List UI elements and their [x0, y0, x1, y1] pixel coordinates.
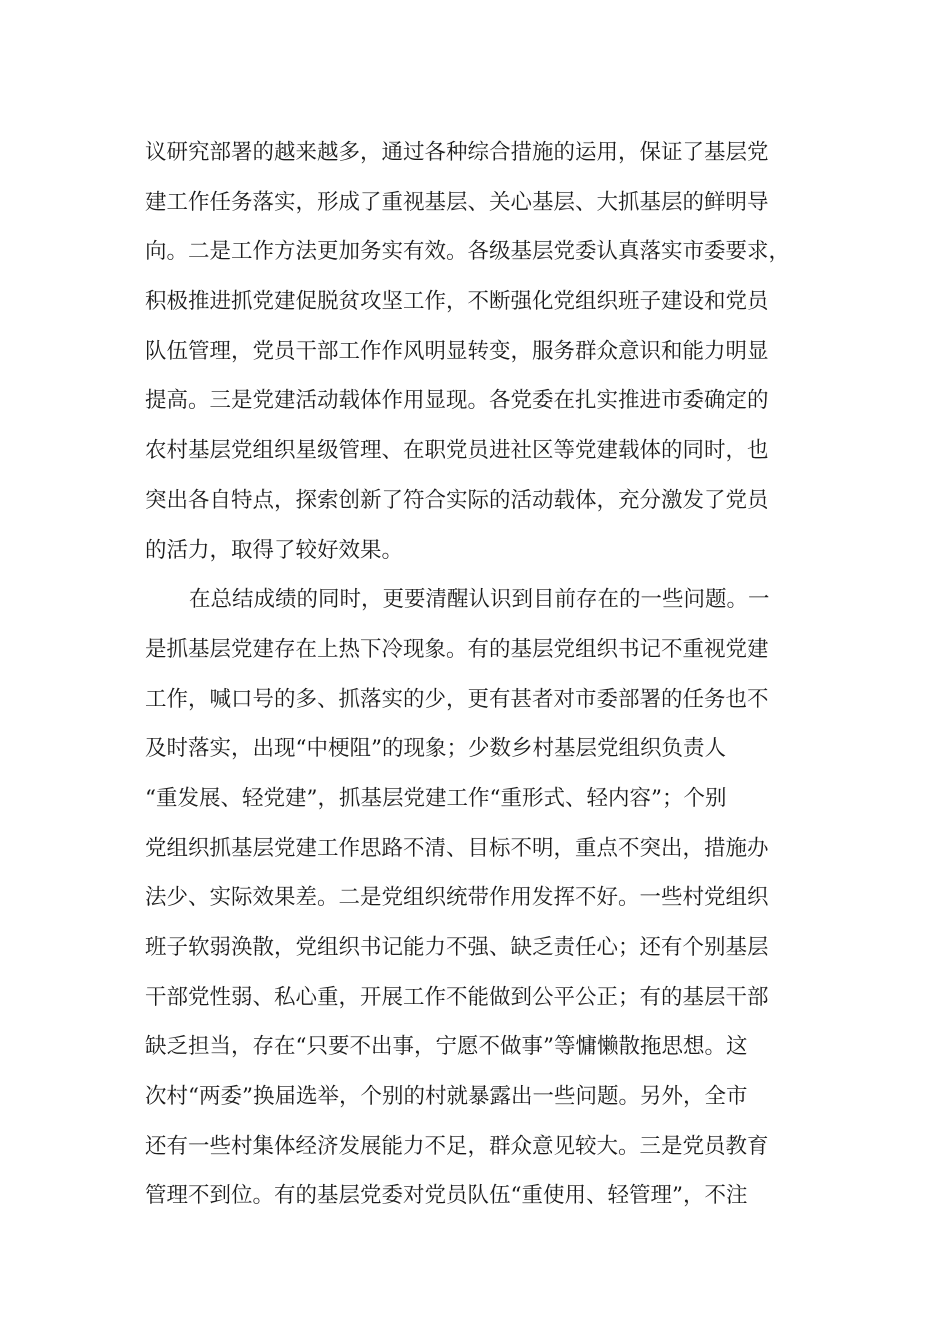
text-line: 议研究部署的越来越多，通过各种综合措施的运用，保证了基层党 [145, 140, 769, 165]
text-line: 积极推进抓党建促脱贫攻坚工作，不断强化党组织班子建设和党员 [145, 289, 769, 315]
text-line: 在总结成绩的同时，更要清醒认识到目前存在的一些问题。一 [189, 587, 770, 613]
text-line: “重发展、轻党建”，抓基层党建工作“重形式、轻内容”；个别 [145, 785, 727, 811]
text-line: 是抓基层党建存在上热下冷现象。有的基层党组织书记不重视党建 [145, 636, 769, 662]
text-line: 建工作任务落实，形成了重视基层、关心基层、大抓基层的鲜明导 [145, 189, 769, 215]
text-line: 队伍管理，党员干部工作作风明显转变，服务群众意识和能力明显 [145, 338, 769, 364]
text-line: 法少、实际效果差。二是党组织统带作用发挥不好。一些村党组织 [145, 885, 769, 911]
text-line: 提高。三是党建活动载体作用显现。各党委在扎实推进市委确定的 [145, 388, 769, 414]
text-line: 工作，喊口号的多、抓落实的少，更有甚者对市委部署的任务也不 [145, 686, 769, 712]
text-line: 向。二是工作方法更加务实有效。各级基层党委认真落实市委要求， [145, 239, 791, 265]
text-line: 缺乏担当，存在“只要不出事，宁愿不做事”等慵懒散拖思想。这 [145, 1034, 748, 1060]
text-line: 突出各自特点，探索创新了符合实际的活动载体，充分激发了党员 [145, 487, 769, 513]
text-line: 管理不到位。有的基层党委对党员队伍“重使用、轻管理”，不注 [145, 1183, 748, 1209]
text-line: 班子软弱涣散，党组织书记能力不强、缺乏责任心；还有个别基层 [145, 935, 769, 960]
paragraph-2 [145, 575, 805, 1221]
text-line: 干部党性弱、私心重，开展工作不能做到公平公正；有的基层干部 [145, 984, 769, 1010]
text-line: 农村基层党组织星级管理、在职党员进社区等党建载体的同时，也 [145, 438, 769, 464]
text-line: 党组织抓基层党建工作思路不清、目标不明，重点不突出，措施办 [145, 835, 769, 861]
text-line: 及时落实，出现“中梗阻”的现象；少数乡村基层党组织负责人 [145, 736, 726, 762]
text-line: 的活力，取得了较好效果。 [145, 537, 404, 563]
text-line: 次村“两委”换届选举，个别的村就暴露出一些问题。另外，全市 [145, 1084, 748, 1110]
text-line: 还有一些村集体经济发展能力不足，群众意见较大。三是党员教育 [145, 1133, 769, 1159]
document-body [145, 128, 805, 1221]
paragraph-1 [145, 128, 805, 575]
